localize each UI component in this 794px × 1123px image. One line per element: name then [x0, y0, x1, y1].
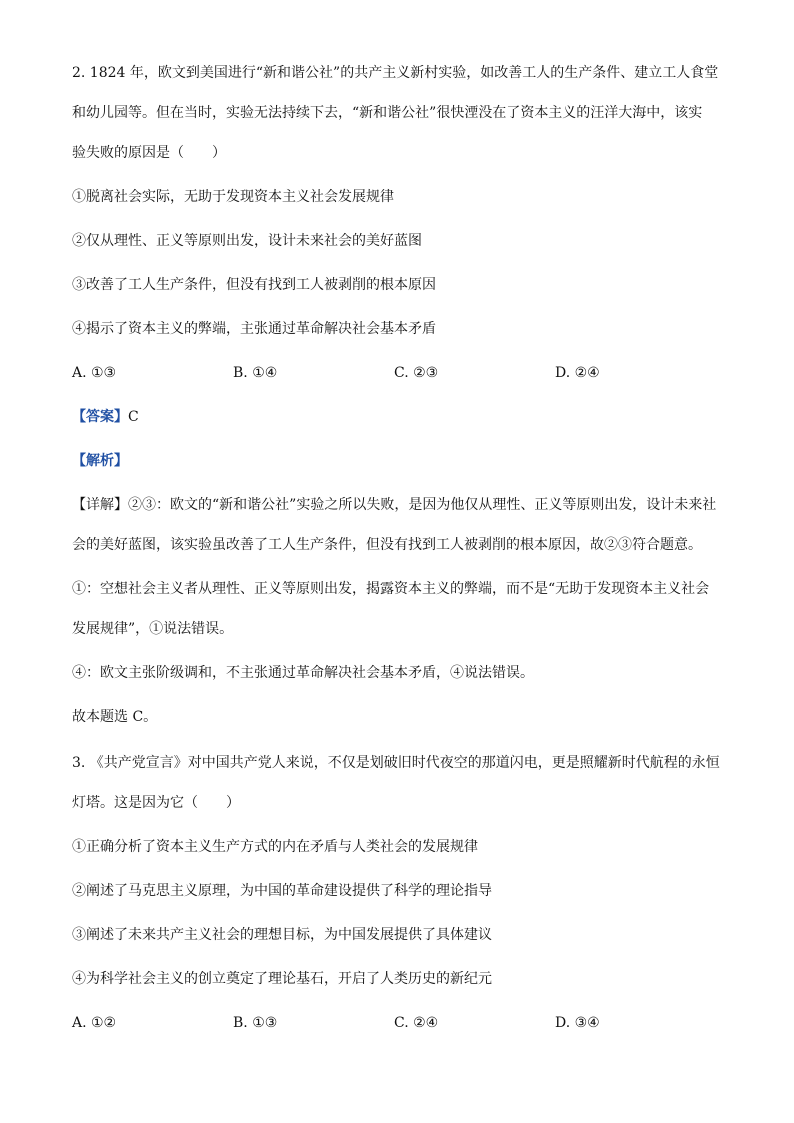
document-page — [72, 62, 732, 1034]
q2-conclusion: 故本题选 C。 — [72, 709, 158, 725]
answer-tag: 【答案】 — [72, 409, 128, 425]
answer-value: C — [128, 409, 139, 425]
q2-options — [72, 362, 732, 384]
q2-stem-line-3: 验失败的原因是（ ） — [72, 145, 226, 161]
analysis-tag: 【解析】 — [72, 453, 128, 469]
q2-option-d: D. ②④ — [555, 365, 600, 381]
q2-detail-line-1 — [72, 494, 732, 516]
q3-item-2: ②阐述了马克思主义原理，为中国的革命建设提供了科学的理论指导 — [72, 883, 492, 899]
q2-option-b: B. ①④ — [233, 365, 278, 381]
q2-stem-line-2: 和幼儿园等。但在当时，实验无法持续下去，“新和谐公社”很快湮没在了资本主义的汪洋大海中，该实 — [72, 105, 703, 121]
q2-note-4: ④：欧文主张阶级调和，不主张通过革命解决社会基本矛盾，④说法错误。 — [72, 665, 534, 681]
q3-item-1: ①正确分析了资本主义生产方式的内在矛盾与人类社会的发展规律 — [72, 839, 478, 855]
q2-stem-line-1: 2. 1824 年，欧文到美国进行“新和谐公社”的共产主义新村实验，如改善工人的生产条件、建立工人食堂 — [72, 65, 719, 81]
q2-note-1-line-2: 发展规律”，①说法错误。 — [72, 621, 234, 637]
q3-stem-line-2: 灯塔。这是因为它（ ） — [72, 795, 240, 811]
q3-item-3: ③阐述了未来共产主义社会的理想目标，为中国发展提供了具体建议 — [72, 927, 492, 943]
question-2 — [72, 62, 732, 728]
q3-option-a: A. ①② — [72, 1015, 117, 1031]
detail-tag: 【详解】 — [72, 497, 128, 513]
q3-item-4: ④为科学社会主义的创立奠定了理论基石，开启了人类历史的新纪元 — [72, 971, 492, 987]
q2-option-c: C. ②③ — [394, 365, 439, 381]
q2-detail-line-2: 会的美好蓝图，该实验虽改善了工人生产条件，但没有找到工人被剥削的根本原因，故②③符合题意。 — [72, 537, 702, 553]
q2-note-1-line-1: ①：空想社会主义者从理性、正义等原则出发，揭露资本主义的弊端，而不是“无助于发现资本主义社会 — [72, 581, 710, 597]
q2-option-a: A. ①③ — [72, 365, 117, 381]
q3-option-d: D. ③④ — [555, 1015, 600, 1031]
q3-option-b: B. ①③ — [233, 1015, 278, 1031]
q2-item-1: ①脱离社会实际，无助于发现资本主义社会发展规律 — [72, 189, 394, 205]
q3-options — [72, 1012, 732, 1034]
q3-option-c: C. ②④ — [394, 1015, 439, 1031]
q2-answer — [72, 406, 732, 428]
q3-stem-line-1: 3. 《共产党宣言》对中国共产党人来说，不仅是划破旧时代夜空的那道闪电，更是照耀新时代航程的永恒 — [72, 755, 720, 771]
q2-item-4: ④揭示了资本主义的弊端，主张通过革命解决社会基本矛盾 — [72, 321, 436, 337]
q2-item-3: ③改善了工人生产条件，但没有找到工人被剥削的根本原因 — [72, 277, 436, 293]
q2-analysis-heading — [72, 450, 732, 472]
q2-item-2: ②仅从理性、正义等原则出发，设计未来社会的美好蓝图 — [72, 233, 422, 249]
question-3 — [72, 728, 732, 1034]
detail-text-1: ②③：欧文的“新和谐公社”实验之所以失败，是因为他仅从理性、正义等原则出发，设计未来社 — [128, 497, 717, 513]
